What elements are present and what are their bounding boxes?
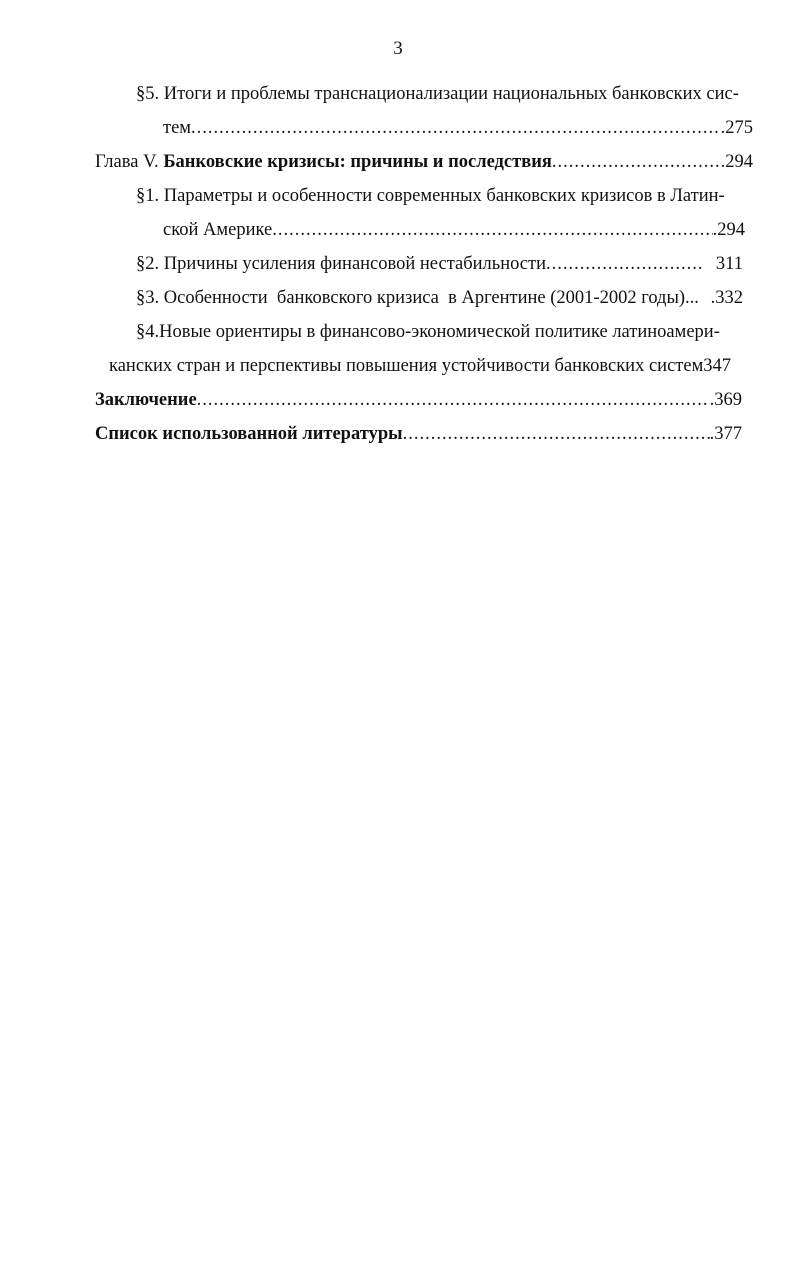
page-number: 3 [393,38,403,59]
toc-s1-line1: §1. Параметры и особенности современных банковских кризисов в Латин- [136,186,725,206]
toc-chapter5-title: Банковские кризисы: причины и последствия [163,152,552,172]
toc-chapter5-entry [95,150,753,174]
toc-s1-page: .294 [712,220,745,240]
toc-s4-line1: §4.Новые ориентиры в финансово-экономической политике латиноамери- [136,322,720,342]
toc-s5-entry [163,116,753,140]
toc-s3-text: §3. Особенности банковского кризиса в Аргентине (2001-2002 годы)... [136,288,699,308]
toc-s2-text: §2. Причины усиления финансовой нестабильности [136,254,546,274]
toc-bibliography-entry [95,422,742,446]
toc-s2-page: 311 [715,254,743,274]
toc-s5-leader [191,116,721,140]
toc-conclusion-title: Заключение [95,390,197,410]
toc-s2-entry [136,252,743,276]
toc-s5-page: .275 [720,118,753,138]
toc-s4-line2: канских стран и перспективы повышения устойчивости банковских систем347 [109,356,732,376]
toc-bibliography-page: .377 [709,424,742,444]
toc-s1-leader [272,218,712,242]
toc-s1-line2: ской Америке [163,220,273,240]
toc-chapter5-page: .294 [720,152,753,172]
toc-s5-line1: §5. Итоги и проблемы транснационализации национальных банковских сис- [136,84,739,104]
toc-bibliography-leader [403,422,710,446]
toc-s3-entry [136,286,743,310]
toc-s1-entry [163,218,745,242]
toc-s3-page: .332 [710,288,743,308]
toc-bibliography-title: Список использованной литературы [95,424,403,444]
toc-conclusion-leader [197,388,710,412]
toc-conclusion-entry [95,388,742,412]
toc-chapter5-prefix: Глава V. [95,152,164,172]
toc-s2-leader [546,252,702,276]
toc-conclusion-page: .369 [709,390,742,410]
toc-s5-line2: тем [163,118,192,138]
toc-chapter5-leader [552,150,721,174]
